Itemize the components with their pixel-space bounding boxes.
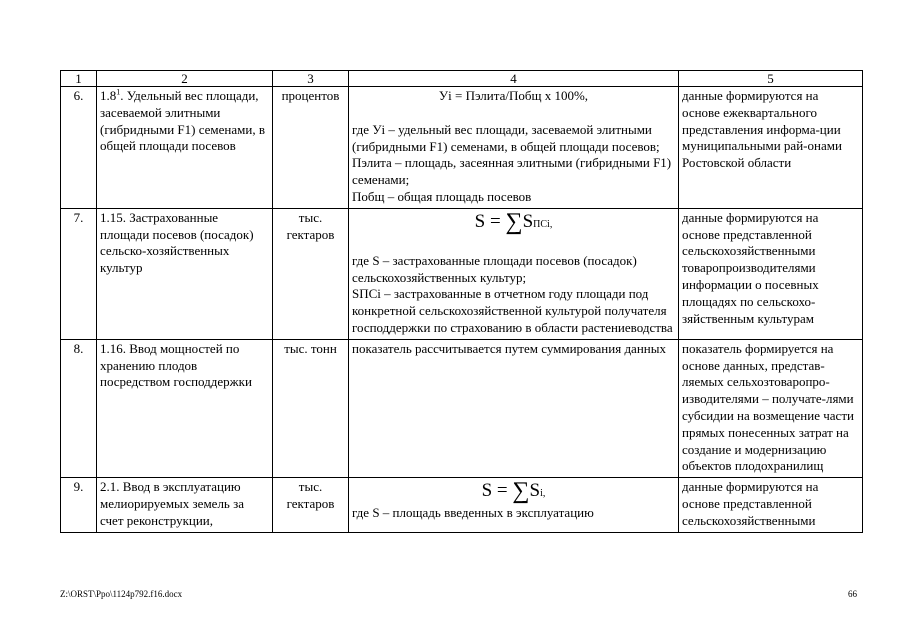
header-cell: 3 xyxy=(273,71,349,87)
unit-cell: процентов xyxy=(273,87,349,209)
indicator-name: 1.16. Ввод мощностей по хранению плодов посредством господдержки xyxy=(97,339,273,477)
source-cell: данные формируются на основе представленной сельскохозяйственными xyxy=(679,478,863,532)
method-cell xyxy=(349,87,679,209)
method-text: SПСi – застрахованные в отчетном году площади под конкретной сельскохозяйственной культурой получателя господдержки по страхованию в области растениеводства xyxy=(352,286,673,335)
source-cell: данные формируются на основе ежеквартального представления информа-ции муниципальными рай-онами Ростовской области xyxy=(679,87,863,209)
method-text: где S – площадь введенных в эксплуатацию xyxy=(352,505,594,521)
table-row xyxy=(61,87,863,209)
source-cell: данные формируются на основе представленной сельскохозяйственными товаропроизводителями информации о посевных площадях по сельскохо-зяйственным культурам xyxy=(679,208,863,339)
header-cell: 4 xyxy=(349,71,679,87)
row-number: 6. xyxy=(61,87,97,209)
source-cell: показатель формируется на основе данных, представ-ляемых сельхозтоваропро-изводителями – получате-лями субсидии на возмещение части прямых понесенных затрат на создание и модернизацию объектов плодохранилищ xyxy=(679,339,863,477)
indicator-code: 1.8 xyxy=(100,88,117,103)
indicator-name: 1.15. Застрахованные площади посевов (посадок) сельско-хозяйственных культур xyxy=(97,208,273,339)
footnote-mark: 1 xyxy=(116,87,121,97)
indicator-title: . Удельный вес площади, засеваемой элитными (гибридными F1) семенами, в общей площади посевов xyxy=(100,88,265,154)
row-number: 9. xyxy=(61,478,97,532)
sum-symbol: ∑ xyxy=(505,208,523,235)
method-cell xyxy=(349,208,679,339)
header-cell: 5 xyxy=(679,71,863,87)
indicator-name: 2.1. Ввод в эксплуатацию мелиорируемых земель за счет реконструкции, xyxy=(97,478,273,532)
method-cell: показатель рассчитывается путем суммирования данных xyxy=(349,339,679,477)
header-cell: 2 xyxy=(97,71,273,87)
file-path-footer: Z:\ORST\Ppo\1124p792.f16.docx xyxy=(60,589,183,599)
page-number: 66 xyxy=(848,589,857,599)
indicators-table xyxy=(60,70,863,533)
header-cell: 1 xyxy=(61,71,97,87)
formula: Уi = Пэлита/Побщ x 100%, xyxy=(438,88,589,103)
unit-cell: тыс. гектаров xyxy=(273,478,349,532)
indicator-name xyxy=(97,87,273,209)
unit-cell: тыс. гектаров xyxy=(273,208,349,339)
method-text: Побщ – общая площадь посевов xyxy=(352,188,532,204)
method-text: где S – застрахованные площади посевов (посадок) сельскохозяйственных культур; xyxy=(352,252,637,285)
method-text: Пэлита – площадь, засеянная элитными (гибридными F1) семенами; xyxy=(352,155,672,188)
formula: S = ∑Si, xyxy=(481,478,546,505)
table-row xyxy=(61,208,863,339)
sum-symbol: ∑ xyxy=(512,478,530,505)
method-text: где Уi – удельный вес площади, засеваемой элитными (гибридными F1) семенами, в общей площади посевов; xyxy=(352,121,660,154)
row-number: 7. xyxy=(61,208,97,339)
row-number: 8. xyxy=(61,339,97,477)
unit-cell: тыс. тонн xyxy=(273,339,349,477)
formula: S = ∑SПСi, xyxy=(474,208,553,235)
table-header-row xyxy=(61,71,863,87)
method-cell xyxy=(349,478,679,532)
table-row xyxy=(61,478,863,532)
table-row xyxy=(61,339,863,477)
